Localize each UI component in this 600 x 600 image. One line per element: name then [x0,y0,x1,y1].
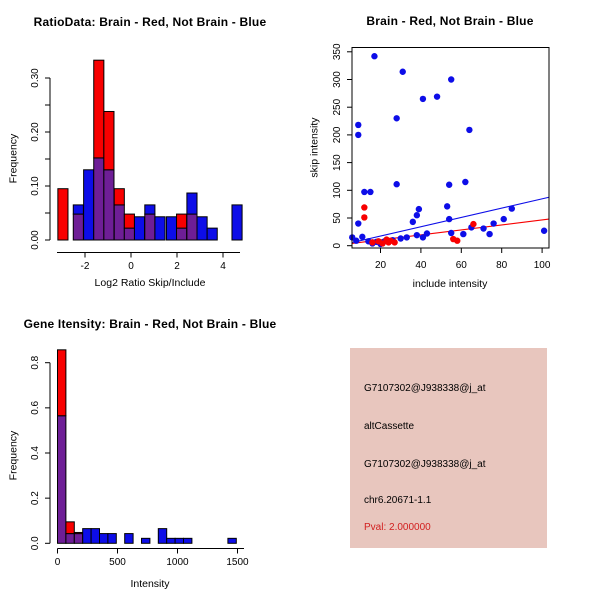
svg-text:80: 80 [496,260,508,271]
svg-text:60: 60 [455,260,467,271]
svg-text:0.8: 0.8 [30,355,41,370]
svg-text:0.2: 0.2 [30,491,41,506]
ratio-histogram-title: RatioData: Brain - Red, Not Brain - Blue [33,15,267,29]
log2-ratio-axis-label: Log2 Ratio Skip/Include [94,277,206,289]
probe-id-2-text: G7107302@J938338@j_at [364,459,486,470]
svg-text:100: 100 [332,181,343,199]
intensity-axis-label: Intensity [130,578,170,590]
svg-text:1500: 1500 [226,557,249,568]
svg-text:0: 0 [54,557,61,568]
svg-text:0.6: 0.6 [30,400,41,415]
pval-text: Pval: 2.000000 [364,522,431,533]
svg-text:4: 4 [220,261,226,272]
gene-histogram-canvas [0,300,300,600]
event-type-text: altCassette [364,421,415,432]
svg-text:0.10: 0.10 [30,176,41,196]
svg-text:0.0: 0.0 [30,536,41,551]
panel-gene-histogram [0,300,300,600]
svg-text:350: 350 [332,43,343,61]
panel-info [300,300,600,600]
svg-text:40: 40 [415,260,427,271]
svg-text:20: 20 [374,260,387,271]
panel-ratio-histogram [0,0,300,300]
svg-text:150: 150 [332,154,343,171]
scatter-title: Brain - Red, Not Brain - Blue [366,14,534,28]
svg-text:1000: 1000 [166,557,189,568]
skip-intensity-axis-label: skip intensity [308,117,321,178]
svg-text:250: 250 [332,98,343,116]
scatter-canvas [300,0,600,300]
svg-text:0.4: 0.4 [30,446,41,460]
include-intensity-axis-label: include intensity [412,278,488,290]
svg-text:200: 200 [332,126,343,144]
svg-text:0: 0 [128,261,134,272]
probe-id-text: G7107302@J938338@j_at [364,383,486,394]
svg-text:2: 2 [174,261,180,272]
panel-scatter [300,0,600,300]
gene-histogram-title: Gene Itensity: Brain - Red, Not Brain - Blue [23,317,277,331]
ratio-histogram-canvas [0,0,300,300]
svg-text:0.20: 0.20 [30,122,41,142]
svg-text:50: 50 [332,212,343,224]
svg-text:500: 500 [109,557,126,568]
svg-text:100: 100 [533,260,551,271]
location-text: chr6.20671-1.1 [364,495,432,506]
svg-text:-2: -2 [80,261,90,272]
svg-text:0.30: 0.30 [30,68,41,88]
info-box [350,348,547,548]
frequency-axis-label: Frequency [7,133,20,184]
svg-text:0: 0 [332,242,343,249]
svg-text:300: 300 [332,71,343,88]
gene-frequency-axis-label: Frequency [7,430,20,481]
svg-text:0.00: 0.00 [30,230,41,250]
